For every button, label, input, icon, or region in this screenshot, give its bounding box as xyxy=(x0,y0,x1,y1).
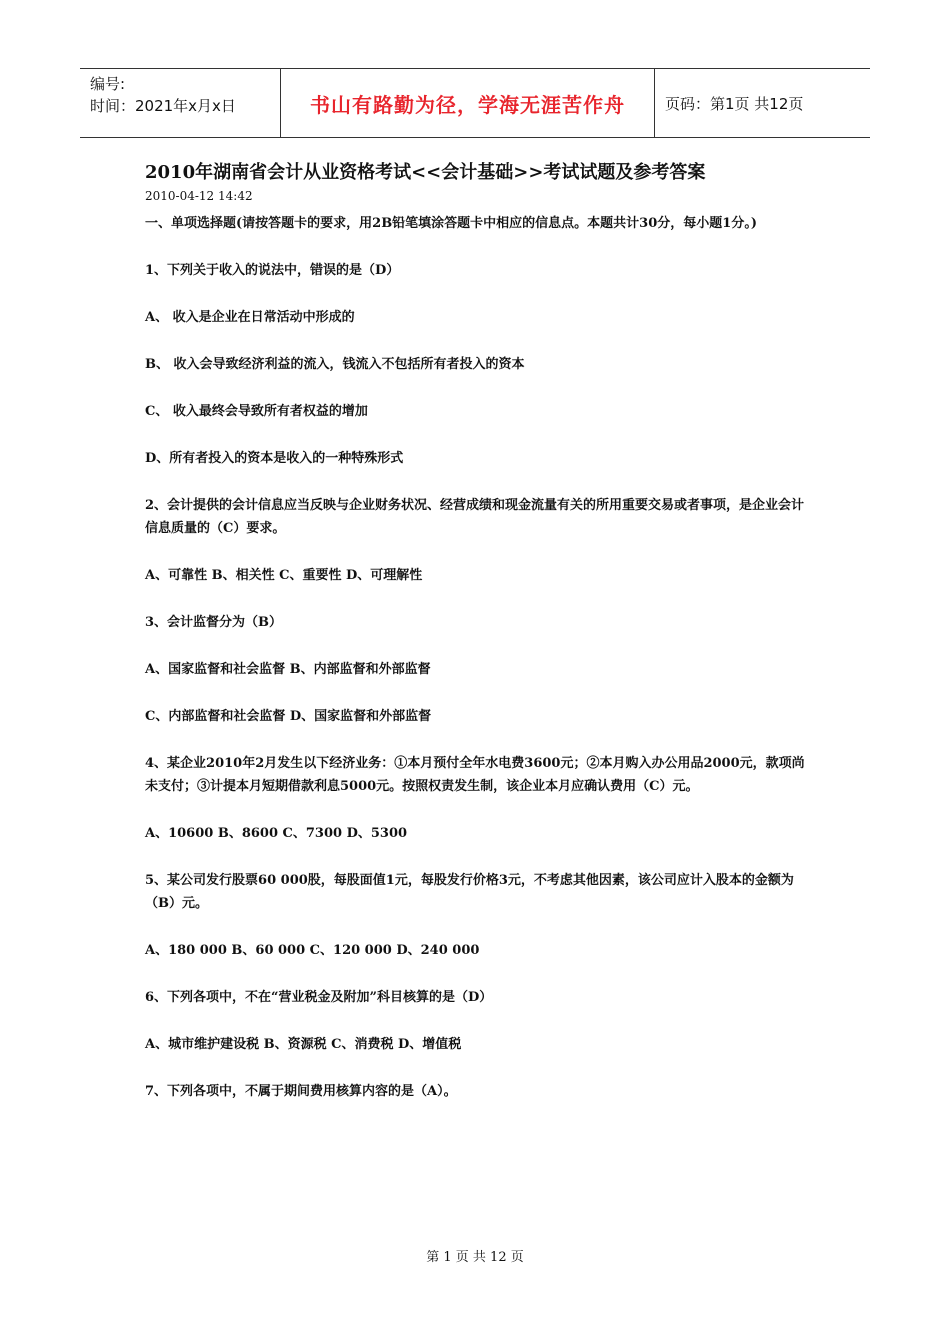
paragraph: 4、某企业2010年2月发生以下经济业务：①本月预付全年水电费3600元；②本月购入办公用品2000元，款项尚未支付；③计提本月短期借款利息5000元。按照权责发生制，该企业本月应确认费用（C）元。 xyxy=(145,756,805,794)
doc-date: 2010-04-12 14:42 xyxy=(145,189,253,203)
paragraph: 3、会计监督分为（B） xyxy=(145,615,283,630)
paragraph: D、所有者投入的资本是收入的一种特殊形式 xyxy=(145,451,404,466)
paragraph: 7、下列各项中，不属于期间费用核算内容的是（A）。 xyxy=(145,1084,457,1099)
paragraph: A、180 000 B、60 000 C、120 000 D、240 000 xyxy=(145,943,480,958)
paragraph: 5、某公司发行股票60 000股，每股面值1元，每股发行价格3元，不考虑其他因素，该公司应计入股本的金额为（B）元。 xyxy=(145,873,794,911)
paragraph: 2、会计提供的会计信息应当反映与企业财务状况、经营成绩和现金流量有关的所用重要交易或者事项，是企业会计信息质量的（C）要求。 xyxy=(145,498,805,536)
time-label: 时间：2021年x月x日 xyxy=(90,97,236,115)
doc-title: 2010年湖南省会计从业资格考试<<会计基础>>考试试题及参考答案 xyxy=(145,162,706,183)
paragraph: A、国家监督和社会监督 B、内部监督和外部监督 xyxy=(145,662,431,677)
document-body xyxy=(145,160,805,1127)
paragraph: A、 收入是企业在日常活动中形成的 xyxy=(145,310,355,325)
paragraph: 1、下列关于收入的说法中，错误的是（D） xyxy=(145,263,400,278)
paragraph: A、城市维护建设税 B、资源税 C、消费税 D、增值税 xyxy=(145,1037,462,1052)
paragraph: C、内部监督和社会监督 D、国家监督和外部监督 xyxy=(145,709,432,724)
paragraph: B、 收入会导致经济利益的流入，钱流入不包括所有者投入的资本 xyxy=(145,357,525,372)
document-header xyxy=(80,68,870,138)
page-info: 页码：第1页 共12页 xyxy=(665,94,804,113)
paragraph: 6、下列各项中，不在“营业税金及附加”科目核算的是（D） xyxy=(145,990,493,1005)
paragraph: A、可靠性 B、相关性 C、重要性 D、可理解性 xyxy=(145,568,423,583)
paragraph: C、 收入最终会导致所有者权益的增加 xyxy=(145,404,368,419)
paragraph: 一、单项选择题(请按答题卡的要求，用2B铅笔填涂答题卡中相应的信息点。本题共计30分，每小题1分。) xyxy=(145,216,757,231)
code-label: 编号: xyxy=(90,75,126,93)
header-meta xyxy=(80,69,281,137)
page-footer: 第 1 页 共 12 页 xyxy=(426,1250,524,1265)
paragraph: A、10600 B、8600 C、7300 D、5300 xyxy=(145,826,408,841)
motto: 书山有路勤为径，学海无涯苦作舟 xyxy=(281,69,655,137)
